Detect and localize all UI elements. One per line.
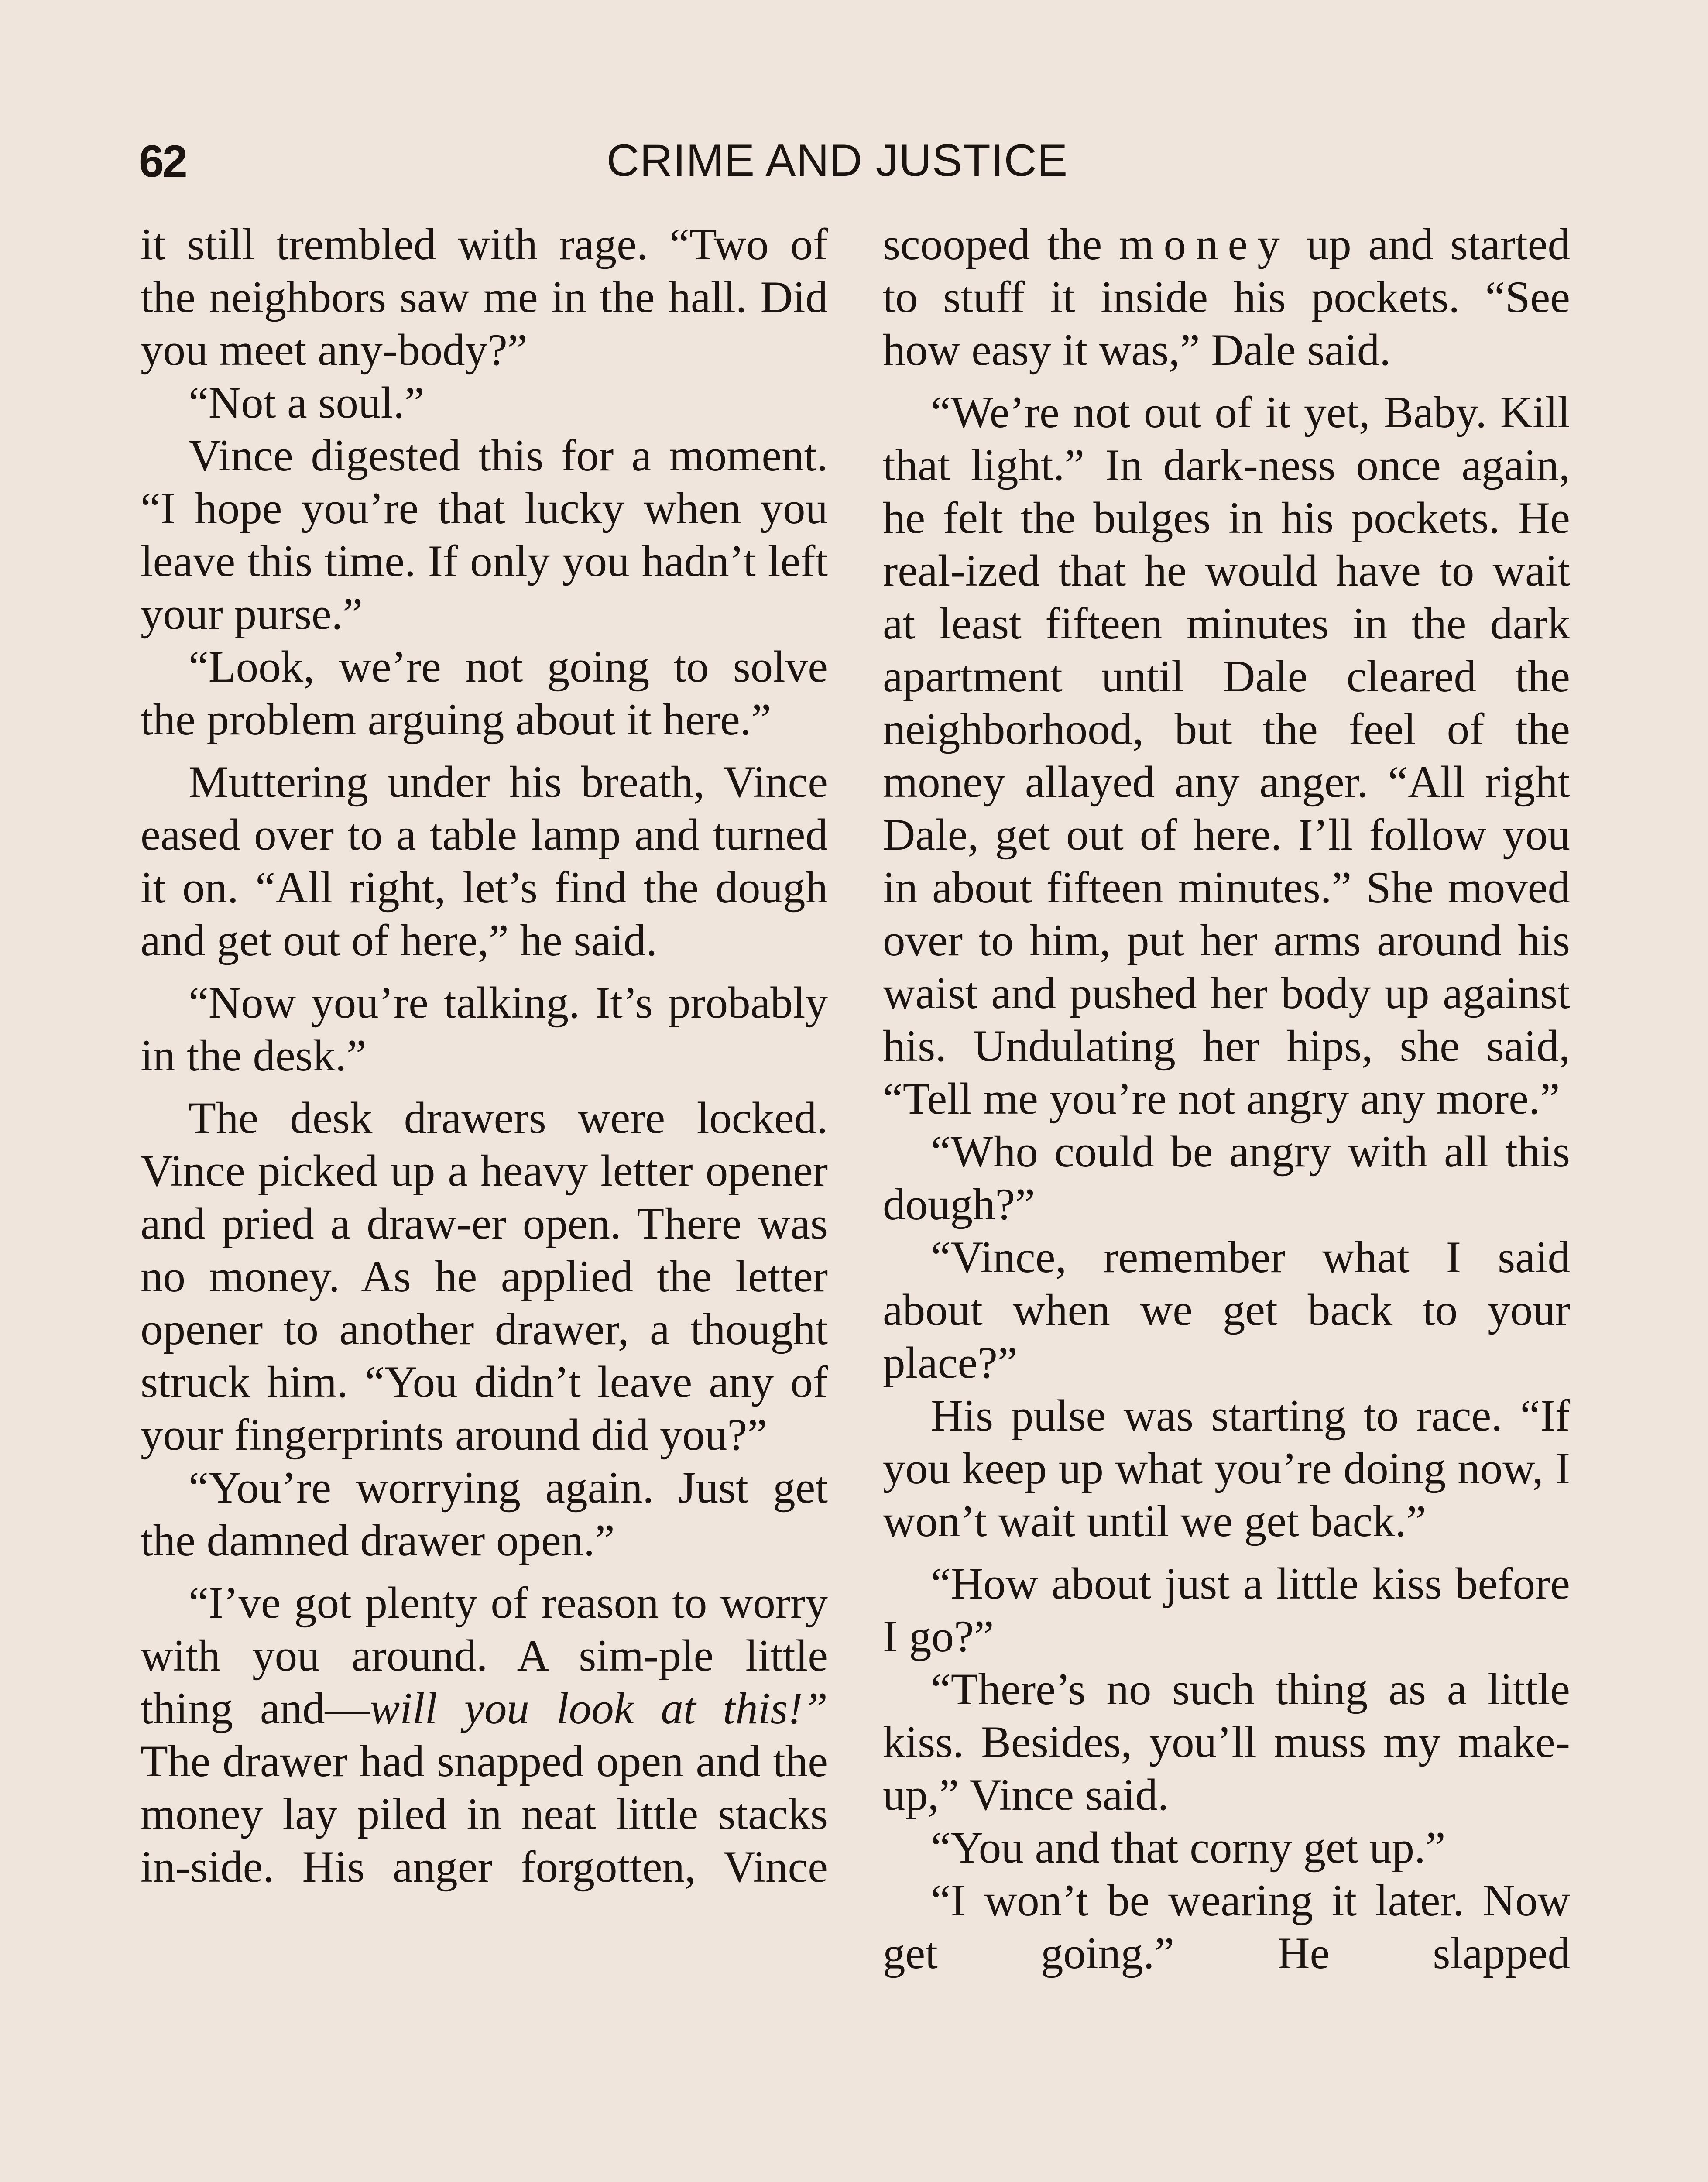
running-title: CRIME AND JUSTICE: [607, 135, 1068, 186]
paragraph: [883, 218, 1570, 377]
paragraph: “Who could be angry with all this dough?”: [883, 1127, 1570, 1229]
italic-exclamation: will you look at this!”: [370, 1684, 828, 1733]
paragraph: “We’re not out of it yet, Baby. Kill that light.” In dark-ness once again, he felt the bulges in his pockets. He real-ized that he would have to wait at least fifteen minutes in the dark apartment until Dale cleared the neighborhood, but the feel of the money allayed any anger. “All right Dale, get out of here. I’ll follow you in about fifteen minutes.” She moved over to him, put her arms around his waist and pushed her body up against his. Undulating her hips, she said, “Tell me you’re not angry any more.”: [883, 388, 1570, 1124]
paragraph: “You’re worrying again. Just get the damned drawer open.”: [141, 1463, 828, 1565]
paragraph: “Vince, remember what I said about when we get back to your place?”: [883, 1232, 1570, 1388]
page-number: 62: [139, 136, 186, 187]
paragraph: “How about just a little kiss before I go?”: [883, 1559, 1570, 1661]
paragraph: it still trembled with rage. “Two of the neighbors saw me in the hall. Did you meet any-body?”: [141, 220, 828, 375]
paragraph-text: scooped the: [883, 220, 1119, 269]
paragraph: “You and that corny get up.”: [931, 1823, 1446, 1873]
paragraph: “Look, we’re not going to solve the problem arguing about it here.”: [141, 642, 828, 744]
paragraph: “Not a soul.”: [189, 378, 425, 428]
paragraph: The desk drawers were locked. Vince picked up a heavy letter opener and pried a draw-er open. There was no money. As he applied the letter opener to another drawer, a thought struck him. “You didn’t leave any of your fingerprints around did you?”: [141, 1093, 828, 1460]
paragraph: “There’s no such thing as a little kiss. Besides, you’ll muss my make-up,” Vince said.: [883, 1664, 1570, 1820]
paragraph-text: up and started to stuff it inside his pockets. “See how easy it was,” Dale said.: [883, 220, 1571, 375]
left-text-column: [141, 218, 828, 1894]
paragraph: “I won’t be wearing it later. Now get going.” He slapped: [883, 1876, 1570, 1978]
paragraph-text: “I’ve got plenty of reason to worry with you around. A sim-ple little thing and—: [141, 1578, 828, 1733]
paragraph: His pulse was starting to race. “If you keep up what you’re doing now, I won’t wait until we get back.”: [883, 1391, 1570, 1546]
paragraph: [141, 1577, 828, 1894]
paragraph: Muttering under his breath, Vince eased over to a table lamp and turned it on. “All right, let’s find the dough and get out of here,” he said.: [141, 757, 828, 965]
paragraph: Vince digested this for a moment. “I hope you’re that lucky when you leave this time. If only you hadn’t left your purse.”: [141, 431, 828, 639]
letterspaced-word: money: [1119, 220, 1290, 269]
paragraph: “Now you’re talking. It’s probably in the desk.”: [141, 978, 828, 1081]
right-text-column: [883, 218, 1570, 1980]
paragraph-text: The drawer had snapped open and the money lay piled in neat little stacks in-side. His anger forgotten, Vince: [141, 1736, 828, 1892]
